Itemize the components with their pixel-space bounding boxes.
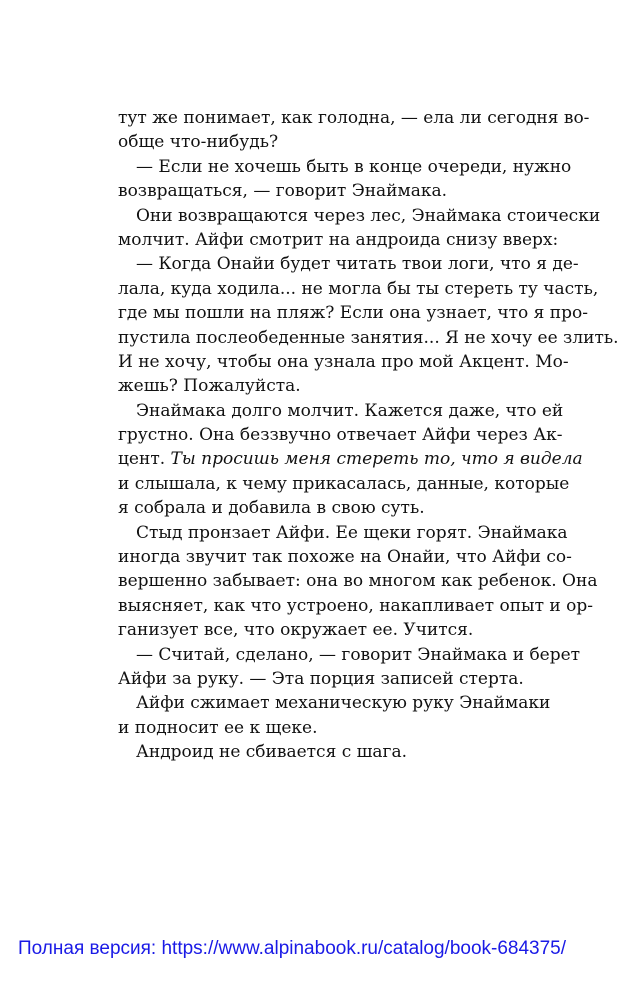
page-body-text [118, 106, 619, 765]
text-line: Они возвращаются через лес, Энаймака стоически [136, 205, 601, 226]
text-line: выясняет, как что устроено, накапливает опыт и ор- [118, 595, 593, 616]
text-line: Энаймака долго молчит. Кажется даже, что ей [136, 400, 564, 421]
text-fragment: цент. [118, 449, 166, 470]
text-line: обще что-нибудь? [118, 132, 279, 153]
text-line: где мы пошли на пляж? Если она узнает, что я про- [118, 303, 588, 324]
italic-text-fragment: Ты просишь меня стереть то, что я видела [170, 449, 583, 470]
text-line: — Если не хочешь быть в конце очереди, нужно [136, 156, 572, 177]
text-line: Айфи за руку. — Эта порция записей стерта. [118, 668, 524, 689]
text-line: грустно. Она беззвучно отвечает Айфи через Ак- [118, 425, 563, 446]
text-line: вершенно забывает: она во многом как ребенок. Она [118, 571, 598, 592]
text-line: ганизует все, что окружает ее. Учится. [118, 620, 474, 641]
text-line: — Когда Онайи будет читать твои логи, что я де- [136, 254, 579, 275]
text-line: пустила послеобеденные занятия... Я не хочу ее злить. [118, 327, 619, 348]
text-line: лала, куда ходила... не могла бы ты стереть ту часть, [118, 278, 599, 299]
text-line [118, 447, 583, 471]
full-version-link[interactable]: Полная версия: https://www.alpinabook.ru/catalog/book-684375/ [18, 938, 567, 959]
text-line: молчит. Айфи смотрит на андроида снизу вверх: [118, 229, 559, 250]
text-line: Стыд пронзает Айфи. Ее щеки горят. Энаймака [136, 522, 568, 543]
text-line: тут же понимает, как голодна, — ела ли сегодня во- [118, 108, 590, 128]
italic-text-line: и слышала, к чему прикасалась, данные, которые [118, 473, 570, 494]
text-line: и подносит ее к щеке. [118, 717, 318, 738]
text-line: — Считай, сделано, — говорит Энаймака и берет [136, 644, 581, 665]
text-line: жешь? Пожалуйста. [118, 376, 301, 397]
text-line: возвращаться, — говорит Энаймака. [118, 181, 448, 202]
text-line: И не хочу, чтобы она узнала про мой Акцент. Мо- [118, 351, 569, 372]
text-line: иногда звучит так похоже на Онайи, что Айфи со- [118, 547, 572, 568]
text-line: Андроид не сбивается с шага. [136, 742, 408, 763]
italic-text-line: я собрала и добавила в свою суть. [118, 498, 425, 519]
text-line: Айфи сжимает механическую руку Энаймаки [136, 693, 551, 714]
